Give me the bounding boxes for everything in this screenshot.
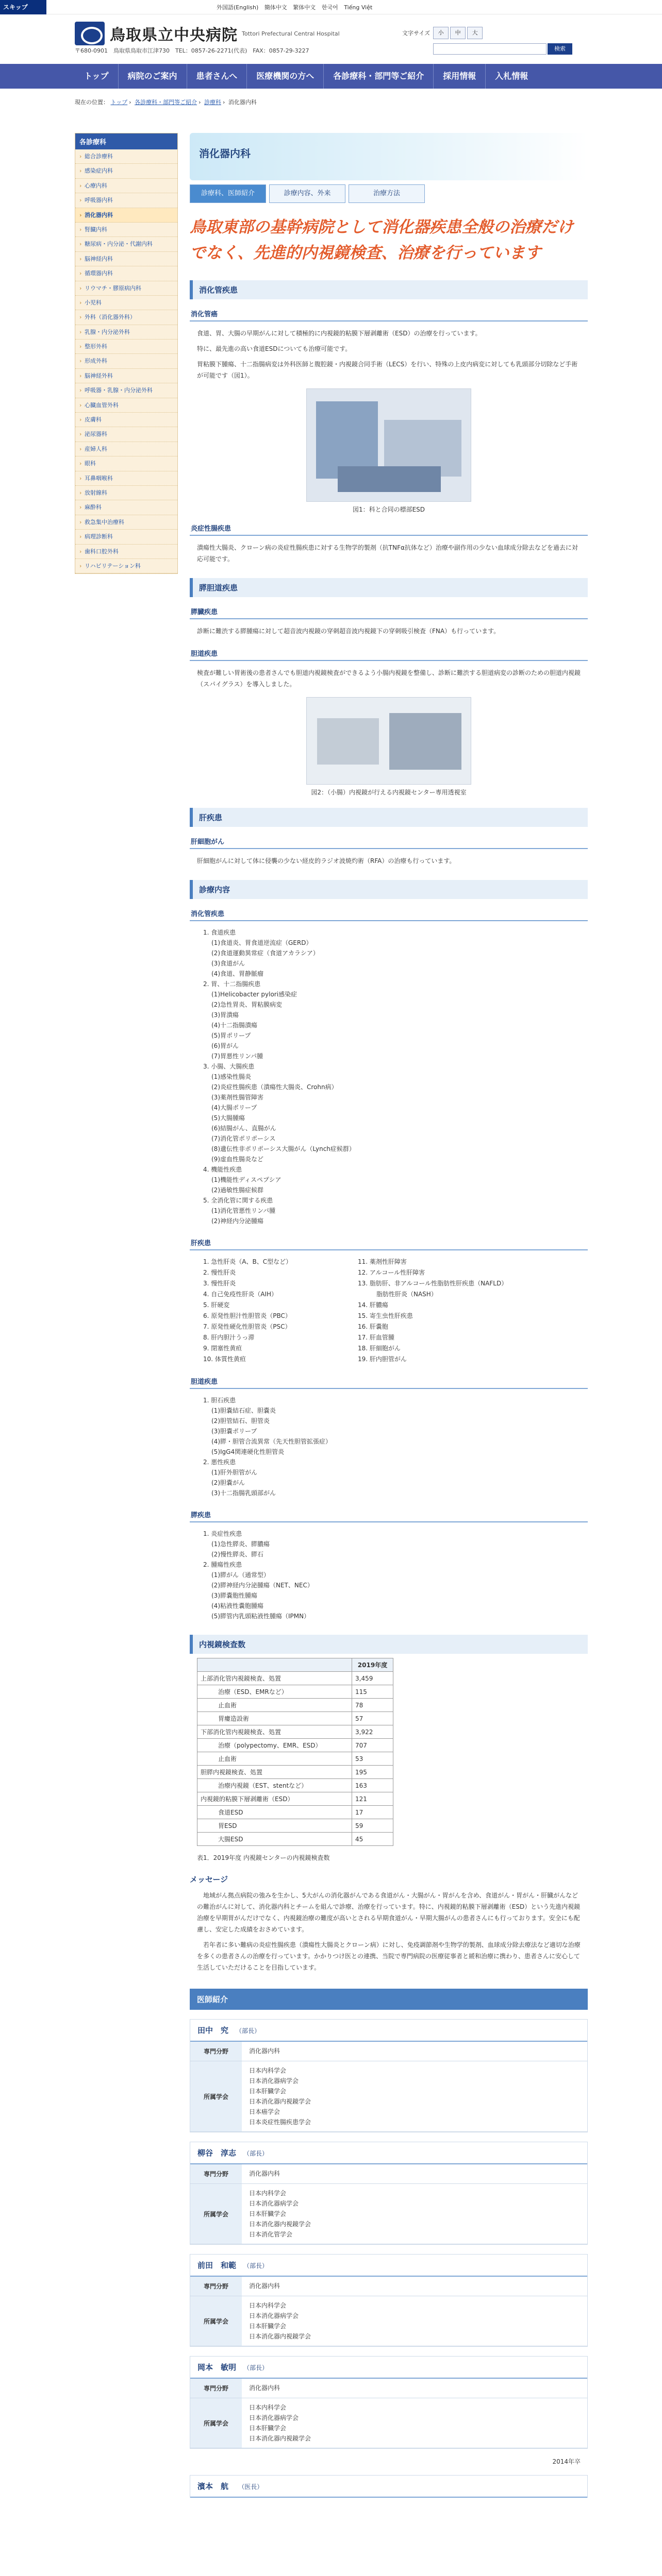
- specialty-label: 専門分野: [190, 2164, 242, 2183]
- list-item: (5)胃ポリープ: [211, 1032, 251, 1039]
- skip-link[interactable]: スキップ: [0, 0, 46, 14]
- table-cell-label: 止血術: [197, 1752, 352, 1766]
- table-cell-label: 治療（polypectomy、EMR、ESD）: [197, 1739, 352, 1752]
- lang-link[interactable]: 繁体中文: [293, 4, 316, 11]
- nav-top[interactable]: トップ: [75, 64, 119, 89]
- table-cell-label: 食道ESD: [197, 1806, 352, 1819]
- table-row: [197, 1739, 393, 1752]
- list-item: (1)急性膵炎、膵膿瘍: [211, 1540, 270, 1548]
- table-row: [197, 1672, 393, 1685]
- specialty-value: 消化器内科: [249, 2384, 280, 2392]
- list-item: (2)神経内分泌腫瘍: [211, 1217, 263, 1225]
- society-list: [242, 2061, 318, 2131]
- table-header-row: [197, 1658, 393, 1672]
- doctor-society-row: [190, 2184, 587, 2244]
- list-item: (3)薬剤性腸管障害: [211, 1094, 263, 1101]
- list-item: (1)消化管悪性リンパ腫: [211, 1207, 276, 1214]
- society-item: 日本内科学会: [249, 2404, 287, 2411]
- page-title: 消化器内科: [199, 147, 251, 160]
- sidebar: [75, 133, 178, 574]
- table-cell-label: 胆膵内視鏡検査、処置: [197, 1766, 352, 1779]
- society-item: 日本炎症性腸疾患学会: [249, 2119, 311, 2126]
- table-cell-label: 大腸ESD: [197, 1833, 352, 1846]
- table-cell-label: 内視鏡的粘膜下層剥離術（ESD）: [197, 1792, 352, 1806]
- doctor-name: [190, 2357, 587, 2379]
- table-cell-label: 下部消化管内視鏡検査、処置: [197, 1725, 352, 1739]
- list-item: 8. 肝内胆汁うっ滞: [203, 1334, 255, 1341]
- society-item: 日本消化管学会: [249, 2231, 293, 2238]
- list-item: (2)過敏性腸症候群: [211, 1187, 263, 1194]
- list-item: (2)慢性膵炎、膵石: [211, 1551, 263, 1558]
- breadcrumb: 現在の位置： トップ › 各診療科・部門等ご紹介 › 診療科 › 消化器内科: [75, 99, 257, 106]
- subsection-heading: 肝疾患: [190, 1233, 588, 1250]
- society-item: 日本内科学会: [249, 2302, 287, 2309]
- list-item: 10. 体質性黄疸: [203, 1355, 246, 1363]
- list-item: 脂肪性肝炎（NASH）: [358, 1291, 437, 1298]
- list-item: (2)膵神経内分泌腫瘍（NET、NEC）: [211, 1582, 313, 1589]
- list-item: (2)炎症性腸疾患（潰瘍性大腸炎、Crohn病）: [211, 1083, 338, 1091]
- list-item: (1)Helicobacter pylori感染症: [211, 991, 297, 998]
- fluoroscopy-room-photo: [306, 697, 471, 785]
- subsection-heading: 消化管癌: [190, 304, 588, 321]
- doctor-name-text: 柳谷 淳志: [197, 2148, 237, 2158]
- specialty-label: 専門分野: [190, 2379, 242, 2398]
- specialty-label: 専門分野: [190, 2042, 242, 2061]
- table-cell-label: 治療内視鏡（EST、stentなど）: [197, 1779, 352, 1792]
- society-item: 日本消化器内視鏡学会: [249, 2435, 311, 2442]
- society-item: 日本内科学会: [249, 2190, 287, 2197]
- list-item: 11. 薬剤性肝障害: [358, 1258, 407, 1265]
- doctor-card: [190, 2254, 588, 2347]
- society-item: 日本癌学会: [249, 2108, 280, 2115]
- list-item: 14. 肝膿瘍: [358, 1301, 388, 1309]
- table-cell-label: 治療（ESD、EMRなど）: [197, 1685, 352, 1699]
- doctor-role: （部長）: [243, 2262, 269, 2269]
- table-cell-value: 163: [352, 1779, 393, 1792]
- site-title-en: Tottori Prefectural Central Hospital: [242, 30, 340, 37]
- liver-disease-list: [190, 1255, 588, 1367]
- subsection-heading: 消化管疾患: [190, 904, 588, 921]
- sidebar-item[interactable]: › 整形外科: [75, 340, 177, 354]
- doctors-heading: 医師紹介: [190, 1989, 588, 2010]
- list-item: (3)十二指腸乳頭部がん: [211, 1489, 276, 1497]
- list-item: (6)胃がん: [211, 1042, 239, 1049]
- society-item: 日本消化器内視鏡学会: [249, 2221, 311, 2228]
- society-label: 所属学会: [190, 2398, 242, 2448]
- list-item: 4. 機能性疾患: [203, 1166, 242, 1173]
- subsection-heading: 胆道疾患: [190, 644, 588, 661]
- list-item: (3)胆嚢ポリープ: [211, 1428, 257, 1435]
- list-item: 1. 炎症性疾患: [203, 1530, 242, 1537]
- table-cell-label: 上部消化管内視鏡検査、処置: [197, 1672, 352, 1685]
- table-cell-value: 53: [352, 1752, 393, 1766]
- table-caption: 表1．2019年度 内視鏡センターの内視鏡検査数: [197, 1854, 330, 1861]
- list-item: (6)結腸がん、直腸がん: [211, 1125, 276, 1132]
- lang-link[interactable]: Tiếng Việt: [344, 4, 373, 11]
- sidebar-item[interactable]: › 泌尿器科: [75, 427, 177, 442]
- list-item: (2)急性胃炎、胃粘膜病変: [211, 1001, 282, 1008]
- sidebar-item[interactable]: › 小児科: [75, 296, 177, 310]
- doctor-name-text: 濱本 航: [197, 2482, 229, 2491]
- search-button[interactable]: 検索: [548, 43, 572, 55]
- doctor-name: [190, 2142, 587, 2164]
- sidebar-item[interactable]: › リウマチ・膠原病内科: [75, 281, 177, 296]
- table-cell-value: 195: [352, 1766, 393, 1779]
- doctor-role: （部長）: [243, 2150, 269, 2157]
- society-item: 日本消化器内視鏡学会: [249, 2333, 311, 2340]
- list-item: (5)膵管内乳頭粘液性腫瘍（IPMN）: [211, 1613, 310, 1620]
- list-item: 2. 悪性疾患: [203, 1459, 236, 1466]
- paragraph: 診断に難渋する膵腫瘍に対して超音波内視鏡の穿刺超音波内視鏡下の穿刺吸引検査（FNA）も行っています。: [197, 628, 500, 635]
- table-row: [197, 1712, 393, 1725]
- society-item: 日本肝臓学会: [249, 2323, 287, 2330]
- site-logo[interactable]: [75, 22, 340, 45]
- list-item: 5. 肝硬変: [203, 1301, 230, 1309]
- dept-tagline: 鳥取東部の基幹病院として消化器疾患全般の治療だけでなく、先進的内視鏡検査、治療を行っています: [190, 218, 573, 262]
- table-cell-label: 胃瘻造設術: [197, 1712, 352, 1725]
- sidebar-item[interactable]: › 病理診断科: [75, 530, 177, 544]
- sidebar-item[interactable]: › 腎臓内科: [75, 223, 177, 237]
- doctor-specialty-row: [190, 2379, 587, 2398]
- message-heading: メッセージ: [190, 1875, 228, 1884]
- doctor-card: [190, 2475, 588, 2498]
- doctor-role: （医長）: [238, 2483, 263, 2490]
- site-title: 鳥取県立中央病院: [110, 26, 238, 44]
- sidebar-heading: 各診療科: [75, 133, 177, 149]
- specialty-value: 消化器内科: [249, 2170, 280, 2177]
- breadcrumb-label: 現在の位置：: [75, 99, 109, 106]
- list-item: 3. 小腸、大腸疾患: [203, 1063, 255, 1070]
- sidebar-item[interactable]: › 心療内科: [75, 179, 177, 193]
- society-item: 日本消化器病学会: [249, 2312, 299, 2319]
- list-item: (5)大腸腫瘍: [211, 1114, 245, 1122]
- doctor-card: [190, 2142, 588, 2245]
- table-cell-value: 78: [352, 1699, 393, 1712]
- sidebar-item[interactable]: › 総合診療科: [75, 149, 177, 164]
- list-item: 3. 慢性肝炎: [203, 1280, 236, 1287]
- sidebar-item[interactable]: › 皮膚科: [75, 413, 177, 427]
- list-item: (7)胃悪性リンパ腫: [211, 1053, 263, 1060]
- list-item: 1. 急性肝炎（A、B、C型など）: [203, 1258, 292, 1265]
- list-item: (4)十二指腸潰瘍: [211, 1022, 257, 1029]
- paragraph: 検査が難しい胃術後の患者さんでも胆道内視鏡検査ができるよう小腸内視鏡を整備し、診断に難渋する胆道病変の診断のための胆道内視鏡（スパイグラス）を導入しました。: [197, 669, 581, 688]
- list-item: 2. 胃、十二指腸疾患: [203, 980, 261, 988]
- doctor-society-row: [190, 2061, 587, 2132]
- list-item: (3)胃潰瘍: [211, 1011, 239, 1019]
- subsection-heading: 膵疾患: [190, 1505, 588, 1522]
- table-cell-label: 止血術: [197, 1699, 352, 1712]
- list-item: (1)食道炎、胃食道逆流症（GERD）: [211, 939, 312, 946]
- list-item: 1. 胆石疾患: [203, 1397, 236, 1404]
- doctor-name-text: 岡本 敏明: [197, 2363, 237, 2372]
- site-header: [0, 14, 662, 56]
- paragraph: 若年者に多い難病の炎症性腸疾患（潰瘍性大腸炎とクローン病）に対し、免疫調節剤や生物学的製剤、血球成分除去療法など適切な治療を多くの患者さんの治療を行っています。かかりつけ医との連携、当院で専門病院の医療従事者と緩和治療に携わり、患者さんに安心して生活していただけることを目指しています。: [197, 1941, 581, 1971]
- table-cell-value: 115: [352, 1685, 393, 1699]
- list-item: 19. 肝内胆管がん: [358, 1355, 407, 1363]
- top-strip: [0, 0, 662, 14]
- section-heading: 内視鏡検査数: [190, 1635, 588, 1654]
- section-heading: 消化管疾患: [190, 280, 588, 299]
- list-item: (1)機能性ディスペプシア: [211, 1176, 282, 1183]
- list-item: 1. 食道疾患: [203, 929, 236, 936]
- table-header-year: 2019年度: [352, 1658, 393, 1672]
- society-item: 日本消化器病学会: [249, 2200, 299, 2207]
- doctor-name: [190, 2476, 587, 2498]
- list-item: 16. 肝嚢胞: [358, 1323, 388, 1330]
- list-item: 17. 肝血管腫: [358, 1334, 394, 1341]
- paragraph: 特に、最先進の高い食道ESDについても治療可能です。: [197, 345, 352, 352]
- nav-patients[interactable]: 患者さんへ: [187, 64, 247, 89]
- list-item: (4)粘液性嚢胞腫瘍: [211, 1602, 263, 1609]
- table-row: [197, 1833, 393, 1846]
- disease-list: [190, 1393, 588, 1500]
- figure-caption: 図1：科と合同の標部ESD: [352, 506, 425, 513]
- sidebar-item[interactable]: › 乳腺・内分泌外科: [75, 325, 177, 340]
- nav-departments[interactable]: 各診療科・部門等ご紹介: [324, 64, 434, 89]
- dept-banner: [190, 133, 588, 180]
- doctor-specialty-row: [190, 2042, 587, 2061]
- lang-link[interactable]: 外国語(English): [217, 4, 259, 11]
- subsection-heading: 炎症性腸疾患: [190, 519, 588, 536]
- list-item: (3)食道がん: [211, 960, 245, 967]
- breadcrumb-link[interactable]: トップ: [110, 99, 128, 106]
- table-cell-value: 121: [352, 1792, 393, 1806]
- sidebar-item[interactable]: › 感染症内科: [75, 164, 177, 178]
- section-heading: 肝疾患: [190, 808, 588, 827]
- doctor-name-text: 前田 和範: [197, 2261, 237, 2270]
- doctor-specialty-row: [190, 2164, 587, 2184]
- sidebar-item[interactable]: › 歯科口腔外科: [75, 545, 177, 559]
- table-cell-label: 胃ESD: [197, 1819, 352, 1833]
- endoscopy-photo: [306, 388, 471, 502]
- main-content: [190, 133, 588, 2498]
- nav-medical-institutions[interactable]: 医療機関の方へ: [247, 64, 324, 89]
- table-cell-value: 57: [352, 1712, 393, 1725]
- endoscopy-volume-table: [197, 1658, 393, 1846]
- dept-tabs: [190, 184, 588, 203]
- society-item: 日本消化器病学会: [249, 2077, 299, 2084]
- search-input[interactable]: [433, 43, 547, 55]
- subsection-heading: 胆道疾患: [190, 1372, 588, 1389]
- tab-doctors[interactable]: 診療科、医師紹介: [190, 184, 266, 203]
- doctor-society-row: [190, 2398, 587, 2448]
- list-item: (9)虚血性腸炎など: [211, 1156, 263, 1163]
- specialty-value: 消化器内科: [249, 2282, 280, 2290]
- hospital-address: 〒680-0901 鳥取県鳥取市江津730 TEL：0857-26-2271(代表) FAX：0857-29-3227: [75, 47, 309, 54]
- list-item: 5. 全消化管に関する疾患: [203, 1197, 273, 1204]
- subsection-heading: 肝細胞がん: [190, 832, 588, 849]
- table-cell-value: 3,459: [352, 1672, 393, 1685]
- table-row: [197, 1766, 393, 1779]
- list-item: 6. 原発性胆汁性胆管炎（PBC）: [203, 1312, 291, 1319]
- sidebar-item[interactable]: › 救急集中治療科: [75, 515, 177, 530]
- nav-bidding[interactable]: 入札情報: [495, 71, 528, 81]
- table-cell-value: 3,922: [352, 1725, 393, 1739]
- text-size-controls: [402, 27, 484, 39]
- table-header-empty: [197, 1658, 352, 1672]
- sidebar-item[interactable]: › 脳神経内科: [75, 252, 177, 266]
- breadcrumb-link[interactable]: 診療科: [204, 99, 221, 106]
- list-item: (4)大腸ポリープ: [211, 1104, 257, 1111]
- list-item: (4)食道、胃静脈瘤: [211, 970, 263, 977]
- society-item: 日本肝臓学会: [249, 2425, 287, 2432]
- sidebar-item[interactable]: › 糖尿病・内分泌・代謝内科: [75, 237, 177, 251]
- section-heading: 膵胆道疾患: [190, 578, 588, 597]
- sidebar-item[interactable]: › 心臓血管外科: [75, 398, 177, 413]
- list-item: 7. 原発性硬化性胆管炎（PSC）: [203, 1323, 291, 1330]
- table-row: [197, 1725, 393, 1739]
- table-row: [197, 1685, 393, 1699]
- sidebar-item[interactable]: › 耳鼻咽喉科: [75, 471, 177, 486]
- list-item: (2)食道運動異常症（食道アカラシア）: [211, 950, 319, 957]
- society-label: 所属学会: [190, 2184, 242, 2244]
- list-item: 2. 腫瘍性疾患: [203, 1561, 242, 1568]
- hospital-logo-icon: [75, 22, 105, 45]
- text-size-label: 文字サイズ: [402, 30, 431, 37]
- paragraph: 胃粘膜下腫瘍、十二指腸病変は外科医師と腹腔鏡・内視鏡合同手術（LECS）を行い、特殊の上皮内病変に対しても乳頭部分切除など手術が可能です（図1）。: [197, 361, 578, 379]
- subsection-heading: 膵臓疾患: [190, 602, 588, 619]
- table-cell-value: 59: [352, 1819, 393, 1833]
- society-item: 日本肝臓学会: [249, 2210, 287, 2217]
- table-row: [197, 1819, 393, 1833]
- text-size-medium-button[interactable]: 中: [450, 27, 466, 39]
- list-item: (2)胆嚢がん: [211, 1479, 245, 1486]
- sidebar-item[interactable]: › 産婦人科: [75, 442, 177, 456]
- sidebar-item[interactable]: › 麻酔科: [75, 500, 177, 515]
- table-row: [197, 1779, 393, 1792]
- sidebar-item[interactable]: › 形成外科: [75, 354, 177, 368]
- sidebar-item[interactable]: › 消化器内科: [75, 208, 177, 223]
- text-size-small-button[interactable]: 小: [433, 27, 449, 39]
- sidebar-item[interactable]: › 呼吸器内科: [75, 193, 177, 208]
- sidebar-item[interactable]: › リハビリテーション科: [75, 559, 177, 573]
- sidebar-item[interactable]: › 脳神経外科: [75, 369, 177, 383]
- doctor-name: [190, 2020, 587, 2042]
- paragraph: 地域がん拠点病院の強みを生かし、5大がんの消化器がんである食道がん・大腸がん・胃がんを含め、食道がん・胃がん・肝臓がんなどの難治がんに対して、消化器内科とチームを組んで診療、治療を行っています。特に、内視鏡的粘膜下層剥離術（ESD）という先進内視鏡治療を早期胃がんだけでなく、内視鏡治療の難度が高いとされる早期食道がん・早期大腸がんの患者さんにも行っております。安全にも配慮し、安定した成績をおさめています。: [197, 1892, 581, 1933]
- list-item: 9. 閉塞性黄疸: [203, 1345, 242, 1352]
- tab-treatment[interactable]: 治療方法: [349, 184, 425, 203]
- doctor-specialty-row: [190, 2277, 587, 2296]
- list-item: (8)遺伝性非ポリポーシス大腸がん（Lynch症候群）: [211, 1145, 355, 1153]
- list-item: (1)感染性腸炎: [211, 1073, 251, 1080]
- doctor-name-text: 田中 究: [197, 2026, 229, 2035]
- figure-caption: 図2：（小腸）内視鏡が行える内視鏡センター専用透視室: [311, 789, 467, 796]
- table-row: [197, 1806, 393, 1819]
- list-item: 15. 寄生虫性肝疾患: [358, 1312, 413, 1319]
- specialty-label: 専門分野: [190, 2277, 242, 2296]
- global-nav: [0, 64, 662, 89]
- list-item: (4)膵・胆管合流異常（先天性胆管拡張症）: [211, 1438, 332, 1445]
- society-item: 日本肝臓学会: [249, 2088, 287, 2095]
- table-cell-value: 707: [352, 1739, 393, 1752]
- breadcrumb-current: 消化器内科: [228, 99, 257, 106]
- section-heading: 診療内容: [190, 880, 588, 899]
- sidebar-item[interactable]: › 呼吸器・乳腺・内分泌外科: [75, 383, 177, 398]
- sidebar-item[interactable]: › 外科（消化器外科）: [75, 310, 177, 325]
- society-item: 日本消化器病学会: [249, 2414, 299, 2421]
- lang-link[interactable]: 簡体中文: [264, 4, 287, 11]
- table-row: [197, 1792, 393, 1806]
- table-row: [197, 1699, 393, 1712]
- doctor-card: [190, 2356, 588, 2449]
- list-item: (2)胆管結石、胆管炎: [211, 1417, 270, 1425]
- doctor-role: （部長）: [243, 2364, 269, 2371]
- sidebar-item[interactable]: › 眼科: [75, 456, 177, 471]
- lang-link[interactable]: 한국어: [321, 4, 338, 11]
- specialty-value: 消化器内科: [249, 2047, 280, 2055]
- society-list: [242, 2398, 318, 2448]
- sidebar-item[interactable]: › 放射線科: [75, 486, 177, 500]
- list-item: 4. 自己免疫性肝炎（AIH）: [203, 1291, 278, 1298]
- list-item: (7)消化管ポリポーシス: [211, 1135, 276, 1142]
- tab-outpatient[interactable]: 診療内容、外来: [269, 184, 345, 203]
- list-item: 12. アルコール性肝障害: [358, 1269, 425, 1276]
- breadcrumb-link[interactable]: 各診療科・部門等ご紹介: [135, 99, 197, 106]
- disease-list: [190, 925, 588, 1228]
- doctor-society-row: [190, 2296, 587, 2346]
- table-cell-value: 17: [352, 1806, 393, 1819]
- list-item: (5)IgG4関連硬化性胆管炎: [211, 1448, 285, 1455]
- society-item: 日本内科学会: [249, 2067, 287, 2074]
- doctor-card: [190, 2019, 588, 2132]
- graduation-note: 2014年卒: [552, 2458, 581, 2465]
- list-item: (1)胆嚢結石症、胆嚢炎: [211, 1407, 276, 1414]
- society-list: [242, 2296, 318, 2346]
- society-item: 日本消化器内視鏡学会: [249, 2098, 311, 2105]
- text-size-large-button[interactable]: 大: [467, 27, 483, 39]
- nav-recruit[interactable]: 採用情報: [434, 64, 486, 89]
- list-item: (1)膵がん（通常型）: [211, 1571, 270, 1579]
- list-item: (1)肝外胆管がん: [211, 1469, 257, 1476]
- table-row: [197, 1752, 393, 1766]
- paragraph: 潰瘍性大腸炎、クローン病の炎症性腸疾患に対する生物学的製剤（抗TNFα抗体など）治療や副作用の少ない血球成分除去などを過去に対応可能です。: [197, 544, 578, 563]
- paragraph: 食道、胃、大腸の早期がんに対して積極的に内視鏡的粘膜下層剥離術（ESD）の治療を行っています。: [197, 330, 482, 337]
- paragraph: 肝細胞がんに対して体に侵襲の少ない経皮的ラジオ波焼灼術（RFA）の治療も行っています。: [197, 857, 456, 865]
- language-bar: [217, 3, 376, 11]
- list-item: 13. 脂肪肝、非アルコール性脂肪性肝疾患（NAFLD）: [358, 1280, 508, 1287]
- disease-list: [190, 1527, 588, 1623]
- society-label: 所属学会: [190, 2061, 242, 2131]
- sidebar-item[interactable]: › 循環器内科: [75, 266, 177, 281]
- table-cell-value: 45: [352, 1833, 393, 1846]
- society-label: 所属学会: [190, 2296, 242, 2346]
- list-item: 2. 慢性肝炎: [203, 1269, 236, 1276]
- nav-about[interactable]: 病院のご案内: [119, 64, 187, 89]
- doctor-name: [190, 2255, 587, 2277]
- doctor-role: （部長）: [236, 2027, 261, 2035]
- list-item: (3)膵嚢胞性腫瘍: [211, 1592, 257, 1599]
- list-item: 18. 肝細胞がん: [358, 1345, 401, 1352]
- society-list: [242, 2184, 318, 2244]
